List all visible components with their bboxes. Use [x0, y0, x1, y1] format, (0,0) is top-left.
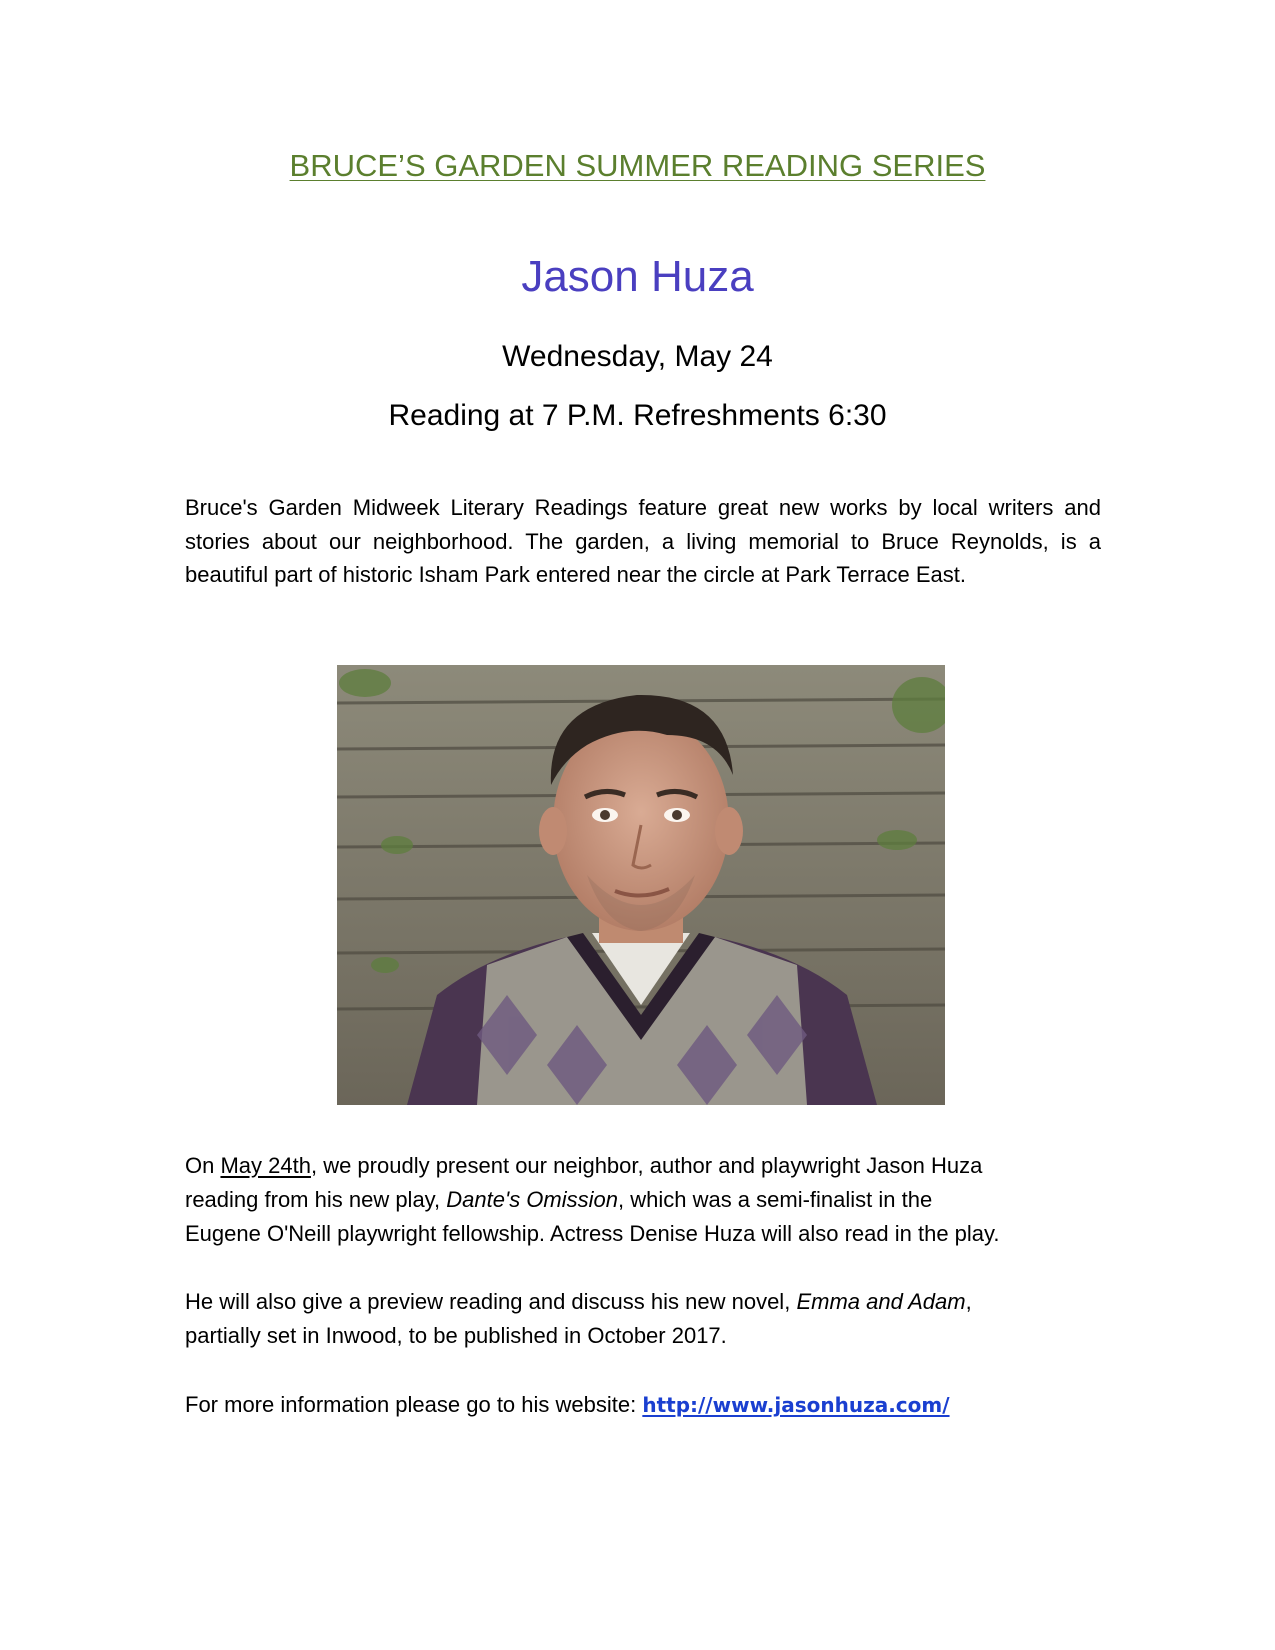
- paragraph-line: [185, 1285, 1115, 1319]
- text: reading from his new play,: [185, 1187, 447, 1212]
- intro-paragraph: Bruce's Garden Midweek Literary Readings feature great new works by local writers and stories about our neighborhood. The garden, a living memorial to Bruce Reynolds, is a beautiful part of historic Isham Park entered near the circle at Park Terrace East.: [185, 495, 1101, 587]
- text: On: [185, 1153, 221, 1178]
- series-title: BRUCE’S GARDEN SUMMER READING SERIES: [289, 148, 986, 183]
- text: , we proudly present our neighbor, author and playwright Jason Huza: [310, 1153, 983, 1178]
- play-title: Dante's Omission: [446, 1187, 618, 1212]
- author-portrait-photo: [337, 665, 945, 1105]
- event-times: Reading at 7 P.M. Refreshments 6:30: [388, 399, 887, 432]
- novel-paragraph: [185, 1285, 1115, 1353]
- website-paragraph: [185, 1388, 1115, 1422]
- author-name: Jason Huza: [521, 252, 754, 301]
- paragraph-line: Eugene O'Neill playwright fellowship. Actress Denise Huza will also read in the play.: [185, 1221, 1000, 1246]
- event-description-paragraph: [185, 1149, 1115, 1251]
- event-date: Wednesday, May 24: [502, 340, 773, 373]
- text: , which was a semi-finalist in the: [617, 1187, 933, 1212]
- paragraph-line: partially set in Inwood, to be published in October 2017.: [185, 1323, 727, 1348]
- paragraph-line: [185, 1388, 1115, 1422]
- event-date-reference: May 24th: [220, 1153, 311, 1178]
- paragraph-line: [185, 1183, 1115, 1217]
- text: He will also give a preview reading and discuss his new novel,: [185, 1289, 797, 1314]
- website-link[interactable]: http://www.jasonhuza.com/: [642, 1393, 950, 1417]
- paragraph-line: [185, 1149, 1115, 1183]
- novel-title: Emma and Adam: [796, 1289, 966, 1314]
- text: ,: [965, 1289, 972, 1314]
- text: For more information please go to his website:: [185, 1392, 643, 1417]
